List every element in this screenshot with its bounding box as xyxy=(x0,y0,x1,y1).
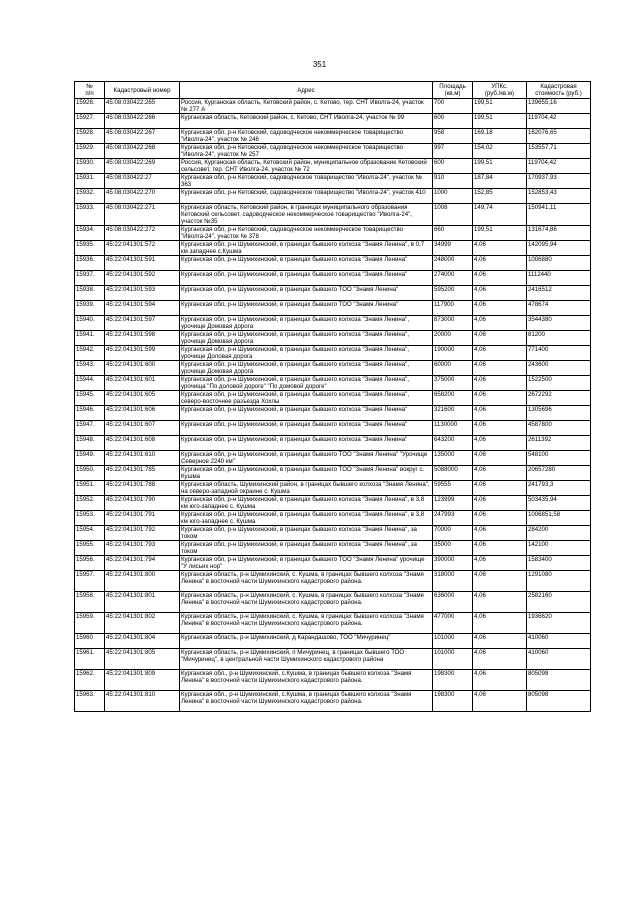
cell-kadastr-number: 45:22:041301:794 xyxy=(105,556,180,571)
cell-cadastral-cost: 1006851,58 xyxy=(527,511,591,526)
cell-row-num: 15953. xyxy=(75,511,105,526)
cell-address: Курганская обл, р-н Кетовский, садоводческое некоммерческое товарищество "Иволга-24", участок № 246 xyxy=(180,129,433,144)
table-row xyxy=(75,159,591,174)
cell-area: 595200 xyxy=(433,286,473,301)
cell-address: Курганская обл, р-н Шумихинский, в границах бывшего колхоза "Знамя Ленина", в 3,8 км юго-западнее с. Кушма xyxy=(180,511,433,526)
cell-row-num: 15934. xyxy=(75,226,105,241)
cell-upks: 4,06 xyxy=(473,541,527,556)
table-row xyxy=(75,541,591,556)
cell-cadastral-cost: 1936620 xyxy=(527,613,591,634)
cell-upks: 4,06 xyxy=(473,271,527,286)
cell-area: 70000 xyxy=(433,526,473,541)
cell-address: Курганская обл, р-н Шумихинский, в границах бывшего ТОО "Знамя Ленина" урочище "У лисьих нор" xyxy=(180,556,433,571)
cell-row-num: 15947. xyxy=(75,421,105,436)
cell-area: 1000 xyxy=(433,189,473,204)
table-row xyxy=(75,301,591,316)
cell-kadastr-number: 45:22:041301:800 xyxy=(105,571,180,592)
header-area: Площадь (кв.м) xyxy=(433,82,473,99)
cell-address: Курганская область, р-н Шумихинский, с. Кушма, в границах бывшего колхоза "Знамя Ленина" в восточной части Шумихинского кадастрового района. xyxy=(180,613,433,634)
cell-cadastral-cost: 241793,3 xyxy=(527,481,591,496)
cell-row-num: 15943. xyxy=(75,361,105,376)
cell-upks: 4,06 xyxy=(473,361,527,376)
cell-upks: 4,06 xyxy=(473,301,527,316)
cell-address: Курганская обл, р-н Шумихинский, в границах бывшего колхоза "Знамя Ленина" xyxy=(180,256,433,271)
cell-kadastr-number: 45:22:041301:600 xyxy=(105,361,180,376)
table-row xyxy=(75,316,591,331)
cell-upks: 154,02 xyxy=(473,144,527,159)
cell-kadastr-number: 45:22:041301:594 xyxy=(105,301,180,316)
cell-area: 274000 xyxy=(433,271,473,286)
cell-address: Курганская обл, р-н Шумихинский, в границах бывшего колхоза "Знамя Ленина", за током xyxy=(180,526,433,541)
cell-upks: 4,06 xyxy=(473,316,527,331)
cell-address: Курганская область, р-н Шумихинский, с. Кушма, в границах бывшего колхоза "Знамя Ленина" в восточной части Шумихинского кадастрового района. xyxy=(180,571,433,592)
cell-kadastr-number: 45:22:041301:592 xyxy=(105,271,180,286)
cell-address: Курганская область, р-н Шумихинский, с. Кушма, в границах бывшего колхоза "Знамя Ленина" в восточной части Шумихинского кадастрового района. xyxy=(180,592,433,613)
cell-address: Курганская область, Кетовский район, в границах муниципального образования Кетовский сельсовет, садоводческое некоммерческое товарищество "Иволга-24", участок №35 xyxy=(180,204,433,226)
cell-row-num: 15927. xyxy=(75,114,105,129)
table-row xyxy=(75,129,591,144)
cell-cadastral-cost: 478674 xyxy=(527,301,591,316)
cell-cadastral-cost: 548100 xyxy=(527,451,591,466)
cell-kadastr-number: 45:22:041301:801 xyxy=(105,592,180,613)
cell-upks: 4,06 xyxy=(473,613,527,634)
cell-area: 910 xyxy=(433,174,473,189)
cell-row-num: 15940. xyxy=(75,316,105,331)
cell-cadastral-cost: 805098 xyxy=(527,670,591,691)
cell-row-num: 15954. xyxy=(75,526,105,541)
cell-kadastr-number: 45:22:041301:610 xyxy=(105,451,180,466)
cell-area: 198300 xyxy=(433,670,473,691)
cell-area: 318000 xyxy=(433,571,473,592)
cell-cadastral-cost: 142095,94 xyxy=(527,241,591,256)
cell-address: Курганская обл, р-н Шумихинский, в границах бывшего ТОО "Знамя Ленина" вокруг с. Кушма xyxy=(180,466,433,481)
cell-address: Курганская обл, р-н Кетовский, садоводческое некоммерческое товарищество "Иволга-24", участок № 257 xyxy=(180,144,433,159)
cell-area: 600 xyxy=(433,114,473,129)
cell-area: 636000 xyxy=(433,592,473,613)
cell-row-num: 15955. xyxy=(75,541,105,556)
cell-upks: 199,51 xyxy=(473,99,527,114)
cell-row-num: 15950. xyxy=(75,466,105,481)
cell-kadastr-number: 45:22:041301:606 xyxy=(105,406,180,421)
table-row xyxy=(75,331,591,346)
cell-address: Курганская обл, р-н Шумихинский, в границах бывшего колхоза "Знамя Ленина", урочище Домовая дорога xyxy=(180,331,433,346)
cell-upks: 4,06 xyxy=(473,481,527,496)
cell-kadastr-number: 45:22:041301:591 xyxy=(105,256,180,271)
cell-upks: 199,51 xyxy=(473,226,527,241)
header-upks: УПКс. (руб./кв.м) xyxy=(473,82,527,99)
table-row xyxy=(75,496,591,511)
cell-row-num: 15926. xyxy=(75,99,105,114)
cell-area: 997 xyxy=(433,144,473,159)
cell-address: Россия, Курганская область, Кетовский район, муниципальное образование Кетовский сельсовет, тер. СНТ Иволга-24, участок № 72 xyxy=(180,159,433,174)
cell-cadastral-cost: 81200 xyxy=(527,331,591,346)
cell-cadastral-cost: 152853,43 xyxy=(527,189,591,204)
cell-cadastral-cost: 142100 xyxy=(527,541,591,556)
cell-area: 600 xyxy=(433,159,473,174)
cell-upks: 4,06 xyxy=(473,331,527,346)
cell-area: 198300 xyxy=(433,691,473,712)
cell-upks: 169,18 xyxy=(473,129,527,144)
table-row xyxy=(75,361,591,376)
cell-address: Курганская обл, р-н Шумихинский, в границах бывшего колхоза "Знамя Ленина" xyxy=(180,421,433,436)
cell-kadastr-number: 45:22:041301:605 xyxy=(105,391,180,406)
cell-address: Курганская обл, р-н Шумихинский, в границах бывшего колхоза "Знамя Ленина", урочище Домовая дорога xyxy=(180,361,433,376)
cell-row-num: 15942. xyxy=(75,346,105,361)
cell-upks: 4,06 xyxy=(473,511,527,526)
cell-upks: 4,06 xyxy=(473,436,527,451)
cell-row-num: 15944. xyxy=(75,376,105,391)
cell-upks: 4,06 xyxy=(473,346,527,361)
cell-row-num: 15933. xyxy=(75,204,105,226)
table-row xyxy=(75,286,591,301)
table-row xyxy=(75,204,591,226)
cell-area: 20000 xyxy=(433,331,473,346)
cell-area: 60000 xyxy=(433,361,473,376)
cell-area: 190000 xyxy=(433,346,473,361)
cell-row-num: 15959. xyxy=(75,613,105,634)
cell-area: 700 xyxy=(433,99,473,114)
cell-upks: 4,06 xyxy=(473,286,527,301)
cell-kadastr-number: 45:22:041301:790 xyxy=(105,496,180,511)
cell-row-num: 15951. xyxy=(75,481,105,496)
cell-kadastr-number: 45:22:041301:597 xyxy=(105,316,180,331)
cell-upks: 187,84 xyxy=(473,174,527,189)
cell-kadastr-number: 45:08:030422:271 xyxy=(105,204,180,226)
table-row xyxy=(75,466,591,481)
table-row xyxy=(75,451,591,466)
table-row xyxy=(75,271,591,286)
cell-area: 1008 xyxy=(433,204,473,226)
cell-cadastral-cost: 503435,94 xyxy=(527,496,591,511)
cell-cadastral-cost: 153557,71 xyxy=(527,144,591,159)
cell-address: Курганская обл, р-н Шумихинский, в границах бывшего ТОО "Знамя Ленина" xyxy=(180,286,433,301)
cell-row-num: 15939. xyxy=(75,301,105,316)
cell-cadastral-cost: 1583400 xyxy=(527,556,591,571)
cell-row-num: 15938. xyxy=(75,286,105,301)
cell-cadastral-cost: 2672292 xyxy=(527,391,591,406)
cell-kadastr-number: 45:22:041301:791 xyxy=(105,511,180,526)
cell-address: Курганская обл, р-н Шумихинский, в границах бывшего колхоза "Знамя Ленина", за током xyxy=(180,541,433,556)
cell-address: Курганская обл., р-н Шумихинский, с.Кушма, в границах бывшего колхоза "Знамя Ленина" в восточной части Шумихинского кадастрового района. xyxy=(180,691,433,712)
cadastral-table xyxy=(74,81,591,712)
cell-upks: 4,06 xyxy=(473,649,527,670)
cell-kadastr-number: 45:08:030422:27 xyxy=(105,174,180,189)
cell-upks: 4,06 xyxy=(473,634,527,649)
cell-address: Курганская обл, р-н Шумихинский, в границах бывшего колхоза "Знамя Ленина", северо-восточнее разъезда Хохлы xyxy=(180,391,433,406)
cell-address: Курганская обл, р-н Шумихинский, в границах бывшего колхоза "Знамя Ленина" xyxy=(180,406,433,421)
cell-cadastral-cost: 1112440 xyxy=(527,271,591,286)
cell-row-num: 15929. xyxy=(75,144,105,159)
cell-upks: 4,06 xyxy=(473,691,527,712)
table-row xyxy=(75,144,591,159)
cell-cadastral-cost: 1305696 xyxy=(527,406,591,421)
cell-upks: 4,06 xyxy=(473,376,527,391)
cell-kadastr-number: 45:08:030422:270 xyxy=(105,189,180,204)
cell-kadastr-number: 45:22:041301:793 xyxy=(105,541,180,556)
table-header-row xyxy=(75,82,591,99)
cell-area: 123999 xyxy=(433,496,473,511)
cell-area: 101000 xyxy=(433,634,473,649)
cell-area: 59555 xyxy=(433,481,473,496)
cell-address: Курганская обл, р-н Шумихинский, в границах бывшего ТОО "Знамя Ленина" "Урочище Северное 2240 км" xyxy=(180,451,433,466)
cell-cadastral-cost: 20657280 xyxy=(527,466,591,481)
cell-cadastral-cost: 805098 xyxy=(527,691,591,712)
cell-row-num: 15935. xyxy=(75,241,105,256)
cell-upks: 149,74 xyxy=(473,204,527,226)
cell-kadastr-number: 45:22:041301:598 xyxy=(105,331,180,346)
table-row xyxy=(75,691,591,712)
cell-upks: 4,06 xyxy=(473,466,527,481)
cell-address: Курганская обл, р-н Кетовский, садоводческое некоммерческое товарищество "Иволга-24", участок № 378 xyxy=(180,226,433,241)
cell-row-num: 15931. xyxy=(75,174,105,189)
cell-area: 5088000 xyxy=(433,466,473,481)
cell-address: Курганская область, р-н Шумихинский, п Мичуринец, в границах бывшего ТОО "Мичуринец", в центральной части Шумихинского кадастрового района xyxy=(180,649,433,670)
cell-cadastral-cost: 2582160 xyxy=(527,592,591,613)
cell-row-num: 15928. xyxy=(75,129,105,144)
cell-kadastr-number: 45:22:041301:601 xyxy=(105,376,180,391)
cell-area: 477000 xyxy=(433,613,473,634)
cell-area: 34999 xyxy=(433,241,473,256)
table-row xyxy=(75,114,591,129)
cell-row-num: 15941. xyxy=(75,331,105,346)
cell-cadastral-cost: 3544380 xyxy=(527,316,591,331)
table-row xyxy=(75,436,591,451)
cell-cadastral-cost: 131674,86 xyxy=(527,226,591,241)
cell-address: Курганская область, Шумихинский район, в границах бывшего колхоза "Знамя Ленина", на северо-западной окраине с. Кушма xyxy=(180,481,433,496)
cell-upks: 4,06 xyxy=(473,241,527,256)
cell-upks: 4,06 xyxy=(473,451,527,466)
cell-cadastral-cost: 170937,93 xyxy=(527,174,591,189)
table-row xyxy=(75,421,591,436)
cell-upks: 4,06 xyxy=(473,556,527,571)
cell-cadastral-cost: 119704,42 xyxy=(527,159,591,174)
cell-cadastral-cost: 2611392 xyxy=(527,436,591,451)
table-row xyxy=(75,613,591,634)
cell-cadastral-cost: 119704,42 xyxy=(527,114,591,129)
table-row xyxy=(75,556,591,571)
cell-cadastral-cost: 243600 xyxy=(527,361,591,376)
cell-address: Курганская обл., р-н Шумихинский, с.Кушма, в границах бывшего колхоза "Знамя Ленина" в восточной части Шумихинского кадастрового района. xyxy=(180,670,433,691)
cell-area: 135000 xyxy=(433,451,473,466)
cell-address: Курганская обл, р-н Шумихинский, в границах бывшего колхоза "Знамя Ленина" xyxy=(180,271,433,286)
cell-cadastral-cost: 1522500 xyxy=(527,376,591,391)
cell-address: Курганская обл, р-н Шумихинский, в границах бывшего колхоза "Знамя Ленина", урочища "По доловой дороге" "По домовой дороге" xyxy=(180,376,433,391)
cell-row-num: 15956. xyxy=(75,556,105,571)
cell-kadastr-number: 45:22:041301:810 xyxy=(105,691,180,712)
cell-kadastr-number: 45:08:030422:268 xyxy=(105,144,180,159)
cell-area: 247993 xyxy=(433,511,473,526)
cell-kadastr-number: 45:08:030422:266 xyxy=(105,114,180,129)
cell-row-num: 15932. xyxy=(75,189,105,204)
cell-row-num: 15946. xyxy=(75,406,105,421)
cell-kadastr-number: 45:22:041301:572 xyxy=(105,241,180,256)
table-row xyxy=(75,256,591,271)
cell-row-num: 15948. xyxy=(75,436,105,451)
cell-area: 958 xyxy=(433,129,473,144)
cell-row-num: 15961. xyxy=(75,649,105,670)
cell-kadastr-number: 45:08:030422:267 xyxy=(105,129,180,144)
cell-row-num: 15952. xyxy=(75,496,105,511)
cell-address: Курганская обл, р-н Шумихинский, в границах бывшего колхоза "Знамя Ленина", в 0,7 км западнее с.Кушма xyxy=(180,241,433,256)
cell-address: Курганская обл, р-н Шумихинский, в границах бывшего колхоза "Знамя Ленина" xyxy=(180,436,433,451)
cell-cadastral-cost: 410060 xyxy=(527,649,591,670)
cell-kadastr-number: 45:22:041301:792 xyxy=(105,526,180,541)
cell-area: 390000 xyxy=(433,556,473,571)
cell-cadastral-cost: 1291080 xyxy=(527,571,591,592)
cell-kadastr-number: 45:08:030422:272 xyxy=(105,226,180,241)
cell-kadastr-number: 45:22:041301:788 xyxy=(105,481,180,496)
cell-row-num: 15963. xyxy=(75,691,105,712)
table-row xyxy=(75,189,591,204)
cell-row-num: 15945. xyxy=(75,391,105,406)
cell-cadastral-cost: 771400 xyxy=(527,346,591,361)
cell-kadastr-number: 45:22:041301:802 xyxy=(105,613,180,634)
page-number: 351 xyxy=(312,60,327,69)
table-row xyxy=(75,571,591,592)
cell-address: Курганская обл, р-н Шумихинский, в границах бывшего колхоза "Знамя Ленина", урочище Домовая дорога xyxy=(180,316,433,331)
cell-cadastral-cost: 139655,16 xyxy=(527,99,591,114)
cell-address: Курганская обл, р-н Шумихинский, в границах бывшего ТОО "Знамя Ленина" xyxy=(180,301,433,316)
cell-cadastral-cost: 1006880 xyxy=(527,256,591,271)
table-row xyxy=(75,634,591,649)
cell-row-num: 15949. xyxy=(75,451,105,466)
cell-address: Курганская область, Кетовский район, с. Кетово, СНТ Иволга-24, участок № 99 xyxy=(180,114,433,129)
cell-kadastr-number: 45:22:041301:593 xyxy=(105,286,180,301)
cell-kadastr-number: 45:22:041301:607 xyxy=(105,421,180,436)
cell-upks: 152,85 xyxy=(473,189,527,204)
cell-address: Курганская обл, р-н Шумихинский, в границах бывшего колхоза "Знамя Ленина", в 3,8 км юго-западнее с. Кушма xyxy=(180,496,433,511)
cell-row-num: 15957. xyxy=(75,571,105,592)
cell-upks: 4,06 xyxy=(473,592,527,613)
cell-cadastral-cost: 2416512 xyxy=(527,286,591,301)
table-row xyxy=(75,226,591,241)
table-row xyxy=(75,174,591,189)
cell-row-num: 15960 xyxy=(75,634,105,649)
cell-row-num: 15930. xyxy=(75,159,105,174)
cell-area: 873000 xyxy=(433,316,473,331)
cell-kadastr-number: 45:22:041301:805 xyxy=(105,649,180,670)
cell-kadastr-number: 45:08:030422:265 xyxy=(105,99,180,114)
cell-kadastr-number: 45:22:041301:804 xyxy=(105,634,180,649)
cell-kadastr-number: 45:22:041301:599 xyxy=(105,346,180,361)
cell-upks: 4,06 xyxy=(473,496,527,511)
cell-upks: 199,51 xyxy=(473,159,527,174)
table-row xyxy=(75,241,591,256)
cell-row-num: 15936. xyxy=(75,256,105,271)
cell-kadastr-number: 45:22:041301:785 xyxy=(105,466,180,481)
cell-row-num: 15962. xyxy=(75,670,105,691)
cell-area: 35000 xyxy=(433,541,473,556)
cell-area: 1130000 xyxy=(433,421,473,436)
cell-area: 117900 xyxy=(433,301,473,316)
cell-kadastr-number: 45:22:041301:809 xyxy=(105,670,180,691)
cell-area: 248000 xyxy=(433,256,473,271)
table-row xyxy=(75,391,591,406)
table-row xyxy=(75,376,591,391)
header-cost: Кадастровая стоимость (руб.) xyxy=(527,82,591,99)
table-row xyxy=(75,406,591,421)
cell-upks: 4,06 xyxy=(473,256,527,271)
header-num: № п/п xyxy=(75,82,105,99)
table-row xyxy=(75,511,591,526)
cell-address: Курганская обл, р-н Кетовский, садоводческое товарищество "Иволга-24", участок № 363 xyxy=(180,174,433,189)
cell-area: 658200 xyxy=(433,391,473,406)
table-row xyxy=(75,670,591,691)
header-address: Адрес xyxy=(180,82,433,99)
cell-upks: 4,06 xyxy=(473,571,527,592)
table-row xyxy=(75,481,591,496)
cell-address: Курганская обл, р-н Кетовский, садоводческое товарищество "Иволга-24", участок 410 xyxy=(180,189,433,204)
table-row xyxy=(75,592,591,613)
cell-area: 101000 xyxy=(433,649,473,670)
cell-upks: 4,06 xyxy=(473,526,527,541)
cell-upks: 199,51 xyxy=(473,114,527,129)
cell-area: 643200 xyxy=(433,436,473,451)
table-row xyxy=(75,526,591,541)
cell-area: 321600 xyxy=(433,406,473,421)
cell-address: Курганская обл, р-н Шумихинский, в границах бывшего колхоза "Знамя Ленина", урочище Доловая дорога xyxy=(180,346,433,361)
cell-cadastral-cost: 162076,65 xyxy=(527,129,591,144)
cell-upks: 4,06 xyxy=(473,421,527,436)
header-kadastr: Кадастровый номер xyxy=(105,82,180,99)
table-row xyxy=(75,99,591,114)
cell-row-num: 15937. xyxy=(75,271,105,286)
table-row xyxy=(75,649,591,670)
cell-cadastral-cost: 4587800 xyxy=(527,421,591,436)
cell-area: 375000 xyxy=(433,376,473,391)
table-row xyxy=(75,346,591,361)
cell-kadastr-number: 45:22:041301:608 xyxy=(105,436,180,451)
cell-kadastr-number: 45:08:030422:269 xyxy=(105,159,180,174)
cell-address: Россия, Курганская область, Кетовский район, с. Кетово, тер. СНТ Иволга-24, участок № 277 А xyxy=(180,99,433,114)
cell-area: 660 xyxy=(433,226,473,241)
cell-address: Курганская область, р-н Шумихинский, д Карандашово, ТОО "Мичуринец" xyxy=(180,634,433,649)
cell-cadastral-cost: 284200 xyxy=(527,526,591,541)
cell-upks: 4,06 xyxy=(473,406,527,421)
cell-row-num: 15958. xyxy=(75,592,105,613)
cell-upks: 4,06 xyxy=(473,391,527,406)
cell-cadastral-cost: 150941,11 xyxy=(527,204,591,226)
cell-upks: 4,06 xyxy=(473,670,527,691)
cell-cadastral-cost: 410060 xyxy=(527,634,591,649)
